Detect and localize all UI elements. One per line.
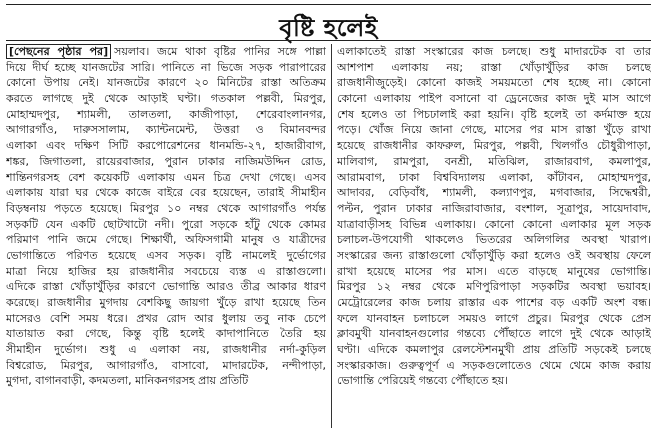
text-line [337, 264, 651, 280]
text-line [6, 326, 326, 342]
text-line [337, 248, 651, 264]
text-line [337, 311, 651, 327]
text-line [6, 107, 326, 123]
text-line-content: করেছে। রাজধানীর মুগদায় বেশকিছু জায়গা খুঁড়ে রাখা হয়েছে তিন [6, 296, 326, 309]
text-line [6, 138, 326, 154]
headline-rule [6, 40, 651, 41]
text-line-content: সয়লাব। জমে থাকা বৃষ্টির পানির সঙ্গে পাল্লা [114, 45, 326, 58]
text-line [337, 358, 651, 374]
text-line-content: পরিমাণ পানি জমে গেছে। শিক্ষার্থী, অফিসগামী মানুষ ও যাত্রীদের [6, 233, 326, 247]
text-line [6, 122, 326, 138]
right-column [337, 44, 651, 428]
text-line [337, 91, 651, 107]
text-line [337, 122, 651, 138]
text-line-content: আশপাশ এলাকায় নয়; রাস্তা খোঁড়াখুঁড়ির কাজ চলছে [337, 60, 651, 74]
text-line [6, 295, 326, 311]
text-line-content: মোহাম্মদপুর, শ্যামলী, তালতলা, কাজীপাড়া, শেরেবাংলানগর, [6, 107, 326, 121]
text-line-content: রাখা হয়েছে মাসের পর মাস। এতে বাড়ছে মানুষের ভোগান্তি। [337, 264, 651, 278]
article-body [6, 44, 651, 428]
text-line [6, 373, 326, 389]
text-line-content: শঙ্কর, জিগাতলা, রায়েরবাজার, পুরান ঢাকার নাজিমউদ্দিন রোড, [6, 154, 326, 168]
text-line-content: সংস্কারকাজ। গুরুত্বপূর্ণ এ সড়কগুলোতেও থেমে থেমে কাজ করায় [337, 358, 651, 372]
text-line [337, 232, 651, 248]
text-line [6, 279, 326, 295]
text-line [337, 326, 651, 342]
text-line [6, 60, 326, 76]
text-line [6, 185, 326, 201]
text-line [337, 185, 651, 201]
text-line-content: পল্টন, পুরান ঢাকার নাজিরাবাজার, বংশাল, সূত্রাপুর, সায়েদাবাদ, [337, 201, 651, 215]
text-line-content: মাত্রা নিয়ে হাজির হয় রাজধানীর সবচেয়ে ব্যস্ত এ রাস্তাগুলো। [6, 264, 326, 278]
text-line-content: বিশ্বরোড, মিরপুর, আগারগাঁও, বাসাবো, মাদারটেক, নন্দীপাড়া, [6, 358, 326, 372]
text-line [337, 201, 651, 217]
text-line-content: ভোগান্তি পেরিয়েই গন্তব্যে পৌঁছাতে হয়। [337, 374, 509, 388]
text-line [6, 91, 326, 107]
top-rule [6, 4, 651, 5]
text-line-content: কোনো এলাকায় পাইপ বসানো বা ড্রেনেজের কাজ দুই মাস আগে [337, 92, 651, 106]
text-line-content: সংস্কারের জন্য রাস্তাগুলো খোঁড়াখুঁড়ি করা হলেও ওই অবস্থায় ফেলে [337, 248, 651, 262]
text-line-content: এদিকে রাস্তা খোঁড়াখুঁড়ির কারণে ভোগান্তি আরও তীব্র আকার ধারণ [6, 280, 326, 294]
text-line-content: করতে লাগছে দুই থেকে আড়াই ঘণ্টা। গতকাল পল্লবী, মিরপুর, [6, 92, 326, 106]
text-line [337, 60, 651, 76]
text-line-content: শেষ হলেও তা পিচঢালাই করা হয়নি। বৃষ্টি হলেই তা কর্দমাক্ত হয়ে [337, 107, 651, 121]
text-line-content: কোনো উপায় নেই। যানজটের কারণে ২০ মিনিটের রাস্তা অতিক্রম [6, 76, 326, 90]
text-line-content: এলাকা এবং দক্ষিণ সিটি করপোরেশনের ধানমন্ডি-২৭, হাজারীবাগ, [6, 139, 326, 153]
text-line-content: আরামবাগ, ঢাকা বিশ্ববিদ্যালয় এলাকা, কাঁটাবন, মোহাম্মদপুর, [337, 170, 651, 184]
text-line-content: ক্লাবমুখী যানবাহনগুলোর গন্তব্যে পৌঁছাতে লাগে দুই থেকে আড়াই [337, 327, 651, 341]
text-line-content: বিড়ম্বনায় পড়তে হয়েছে। মিরপুর ১০ নম্বর থেকে আগারগাঁও পর্যন্ত [6, 201, 326, 215]
text-line-content: শান্তিনগরসহ বেশ কয়েকটি এলাকায় এমন চিত্র দেখা গেছে। এসব [6, 170, 326, 184]
text-line [337, 75, 651, 91]
text-line [337, 342, 651, 358]
text-line-content: ফলে যানবাহন চলাচলে সময়ও লাগে প্রচুর। মিরপুর থেকে প্রেস [337, 311, 651, 325]
text-line-content: সীমাহীন দুর্ভোগ। শুধু এ এলাকা নয়, রাজধানীর নর্দা-কুড়িল [6, 343, 326, 357]
left-column [6, 44, 326, 428]
text-line-content: চলাচল-উপযোগী থাকলেও ভিতরের অলিগলির অবস্থা খারাপ। [337, 233, 651, 247]
text-line-content: পড়ে। খোঁজ নিয়ে জানা গেছে, মাসের পর মাস রাস্তা খুঁড়ে রাখা [337, 123, 651, 137]
text-line-content: যাতায়াত করা গেছে, কিন্তু বৃষ্টি হলেই কাদাপানিতে তৈরি হয় [6, 327, 326, 341]
text-line [337, 279, 651, 295]
text-line [6, 232, 326, 248]
continuation-kicker: [পেছনের পৃষ্ঠার পর] [6, 44, 111, 59]
text-line-content: মিরপুর ১২ নম্বর থেকে মণিপুরিপাড়া সড়কটির অবস্থা ভয়াবহ। [337, 280, 651, 294]
text-line [6, 358, 326, 374]
headline: বৃষ্টি হলেই [279, 14, 378, 42]
text-line [337, 295, 651, 311]
text-line [6, 170, 326, 186]
text-line-content: যাত্রাবাড়ীসহ বিভিন্ন এলাকায়। কোনো কোনো এলাকার মূল সড়ক [337, 217, 651, 231]
text-line-content: মুগদা, বাগানবাড়ী, কদমতলা, মানিকনগরসহ প্রায় প্রতিটি [6, 374, 249, 388]
text-line [337, 138, 651, 154]
text-line-content: এলাকায় যারা ঘর থেকে কাজে বাইরে বের হয়েছেন, তারাই সীমাহীন [6, 186, 326, 200]
text-line-content: সড়কটি যেন একটি ছোটখাটো নদী। পুরো সড়কে হাঁটু থেকে কোমর [6, 217, 326, 231]
text-line-content: হয়েছে রাজধানীর কাফরুল, মিরপুর, পল্লবী, খিলগাঁও চৌধুরীপাড়া, [337, 139, 651, 153]
text-line-content: দিয়ে দীর্ঘ হচ্ছে যানজটের সারি। পানিতে না ভিজে সড়ক পারাপারের [6, 60, 326, 74]
text-line [337, 107, 651, 123]
text-line [337, 217, 651, 233]
text-line [6, 248, 326, 264]
text-line [6, 75, 326, 91]
text-line-content: মালিবাগ, রামপুরা, বনশ্রী, মতিঝিল, রাজারবাগ, কমলাপুর, [337, 154, 651, 168]
text-line [6, 201, 326, 217]
text-line-content: এলাকাতেই রাস্তা সংস্কারের কাজ চলছে। শুধু মাদারটেক বা তার [337, 45, 651, 58]
text-line-content: রাজধানীজুড়েই। কোনো কাজই সময়মতো শেষ হচ্ছে না। কোনো [337, 76, 651, 90]
text-line [337, 44, 651, 60]
text-line [6, 154, 326, 170]
text-line [337, 170, 651, 186]
text-line [6, 44, 326, 60]
text-line-content: মেট্রোরেলের কাজ চলায় রাস্তার এক পাশের বড় একটি অংশ বন্ধ। [337, 296, 651, 309]
text-line-content: ভোগান্তিতে পরিণত হয়েছে এসব সড়ক। বৃষ্টি নামলেই দুর্ভোগের [6, 248, 326, 262]
text-line [6, 342, 326, 358]
text-line-content: আগারগাঁও, দারুসসালাম, ক্যান্টনমেন্ট, উত্তরা ও বিমানবন্দর [6, 123, 326, 137]
text-line [337, 154, 651, 170]
text-line-content: মাসেরও বেশি সময় ধরে। প্রখর রোদ আর ধুলায় তবু নাক চেপে [6, 311, 326, 325]
text-line [6, 217, 326, 233]
text-line-content: ঘণ্টা। এদিকে কমলাপুর রেলস্টেশনমুখী প্রায় প্রতিটি সড়কেই চলছে [337, 343, 651, 357]
text-line [6, 264, 326, 280]
text-line [337, 373, 651, 389]
text-line-content: আদাবর, বেড়িবাঁধ, শ্যামলী, কল্যাণপুর, মগবাজার, সিদ্ধেশ্বরী, [337, 186, 651, 200]
text-line [6, 311, 326, 327]
column-divider [331, 44, 332, 428]
